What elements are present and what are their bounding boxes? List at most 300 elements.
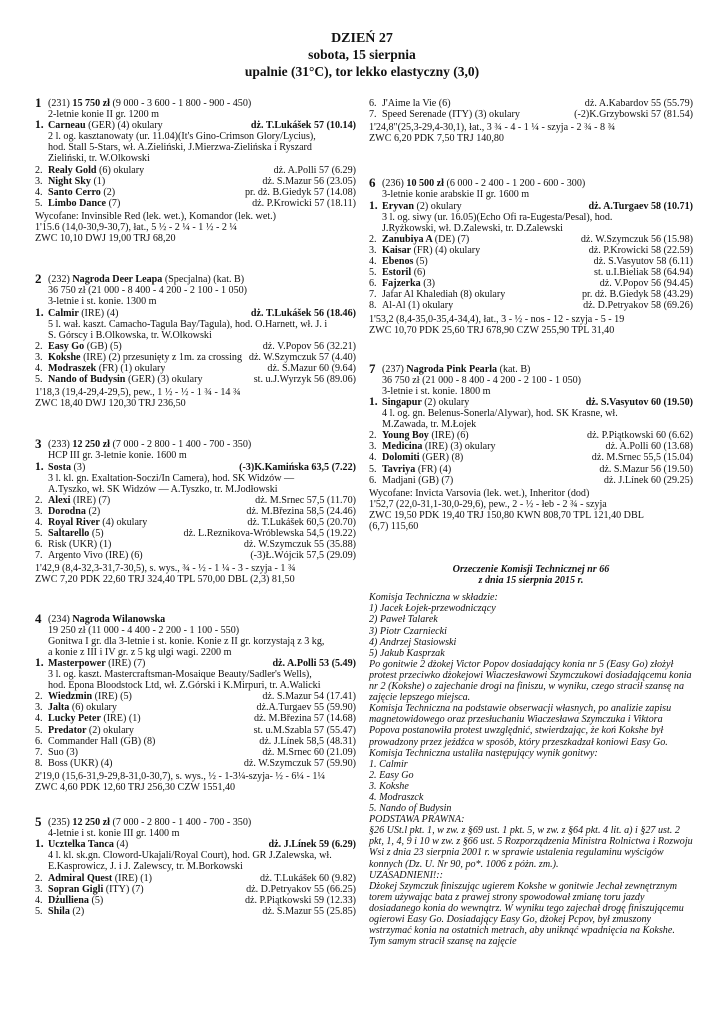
entry-jockey: dż. T.Lukášek 60,5 (20.70) (247, 517, 356, 528)
winner-detail: 3 l. og. kaszt. Mastercraftsman-Mosaique Beauty/Sadler's Wells), (48, 669, 312, 681)
entry-name: Sopran Gigli (ITY) (7) (48, 883, 144, 895)
entry-horse (35, 198, 120, 209)
entry-name: Young Boy (IRE) (6) (382, 430, 469, 442)
race-title: Nagroda Deer Leapa (72, 274, 163, 286)
committee-text: 3) Piotr Czarniecki (369, 625, 447, 637)
entry-row (369, 430, 693, 441)
entry-row (369, 98, 693, 109)
committee-text: §26 USt.l pkt. 1, w zw. z §69 ust. 1 pkt. 5, w zw. z §64 pkt. 4 lit. a) i §27 ust. 2 pkt, 1, 4, 9 i 10 w zw. z §66 ust. 5 Rozporządzenia Ministra Rolnictwa i Rozwoju Wsi z dnia 23 sierpnia 2001 r. w sprawie ustalenia regulaminu wyścigów konnych (Dz. U. Nr 90, po*. 1006 z póżn. zm.). (369, 825, 693, 870)
race-conditions: 4-letnie i st. konie III gr. 1400 m (48, 828, 180, 840)
entry-row (35, 198, 356, 209)
horse-name: Modraszek (48, 362, 99, 374)
entry-name: Estoril (6) (382, 267, 426, 279)
entry-jockey: dż. V.Popov 56 (94.45) (599, 278, 693, 290)
entry-jockey: st. u.I.Bieliak 58 (64.94) (594, 267, 693, 279)
entry-horse (369, 397, 469, 408)
entry-jockey: dż. M.Březina 57 (14.68) (253, 713, 356, 725)
entry-name: Zanubiya A (DE) (7) (382, 233, 470, 245)
entry-row (35, 341, 356, 352)
entry-name: J'Aime la Vie (6) (382, 98, 451, 109)
entry-position: 7. (35, 550, 43, 562)
entry-position: 4. (35, 186, 43, 198)
entry-position: 2. (35, 164, 43, 176)
entry-position: 4. (35, 713, 43, 725)
committee-text: Po gonitwie 2 dżokej Victor Popov dosiadający konia nr 5 (Easy Go) złożył protest przeciwko dżokejowi Wiaczesławowi Szymczukowi dosiadającemu konia nr 2 (Kokshe) o zajechanie drogi na finiszu, w wyniku, czego stracił szansę na zajęcie lepszego miejsca. (369, 658, 692, 704)
race-conditions: a konie z III i IV gr. z 5 kg ulgi wagi. 2200 m (48, 646, 232, 658)
entry-name: Commander Hall (GB) (8) (48, 735, 156, 747)
entry-position: 4. (35, 517, 43, 528)
entry-horse (35, 747, 78, 758)
entry-row (35, 517, 356, 528)
entry-name: Boss (UKR) (4) (48, 757, 113, 769)
entry-position: 3. (35, 175, 43, 187)
entry-name: Masterpower (IRE) (7) (48, 657, 146, 669)
entry-name: Eryvan (2) okulary (382, 200, 462, 212)
entry-position: 2. (35, 494, 43, 506)
horse-name: Eryvan (382, 200, 417, 212)
entry-horse (35, 725, 134, 736)
entry-jockey: dż. P.Piątkowski 60 (6.62) (587, 430, 693, 442)
entry-row (369, 289, 693, 300)
horse-name: Carneau (48, 120, 89, 132)
entry-horse (35, 374, 203, 385)
committee-title-line: Orzeczenie Komisji Technicznej nr 66 (452, 564, 610, 576)
entry-name: Ucztelka Tanca (4) (48, 839, 129, 851)
race-conditions: 19 250 zł (11 000 - 4 400 - 2 200 - 1 100 - 550) (48, 624, 240, 636)
horse-name: Ucztelka Tanca (48, 839, 117, 851)
entry-position: 4. (35, 362, 43, 374)
entry-name: Dżulliena (5) (48, 894, 104, 906)
entry-jockey: dż. T.Lukášek 57 (10.14) (250, 120, 356, 132)
race-block (35, 814, 356, 917)
entry-horse (35, 495, 110, 506)
entry-jockey: dż. M.Srnec 57,5 (11.70) (255, 494, 356, 506)
race-results (35, 771, 356, 793)
race-continuation (369, 98, 693, 144)
winner-row (35, 120, 356, 131)
horse-name: Predator (48, 724, 89, 736)
right-column (369, 98, 693, 947)
entry-row (35, 539, 356, 550)
result-line: 2'19,0 (15,6-31,9-29,8-31,0-30,7), s. wys., ½ - 1-3¼-szyja- ½ - 6¼ - 1¼ (35, 770, 326, 782)
entry-horse (35, 691, 132, 702)
entry-row (35, 187, 356, 198)
entry-row (369, 441, 693, 452)
race-header: 7 (237) Nagroda Pink Pearla (kat. B) (369, 360, 531, 376)
committee-text: 5. Nando of Budysin (369, 803, 452, 815)
entry-name: Admiral Quest (IRE) (1) (48, 872, 153, 884)
horse-name: Ebenos (382, 256, 416, 268)
entry-jockey: dż. P.Piątkowski 59 (12.33) (244, 894, 356, 906)
entry-jockey: (-3)Ł.Wójcik 57,5 (29.09) (250, 550, 356, 562)
entry-row (369, 256, 693, 267)
entry-row (35, 873, 356, 884)
winner-row (35, 308, 356, 319)
entry-position: 1. (369, 200, 378, 212)
entry-name: Jafar Al Khalediah (8) okulary (382, 289, 506, 301)
date-line: sobota, 15 sierpnia (308, 47, 416, 62)
entry-jockey: dż. S.Mazur 56 (23.05) (262, 175, 356, 187)
entry-row (369, 475, 693, 486)
horse-name: Easy Go (48, 340, 87, 352)
race-conditions: HCP III gr. 3-letnie konie. 1600 m (48, 450, 187, 462)
entry-jockey: dż.A.Turgaev 55 (59.90) (256, 702, 356, 714)
entry-name: Suo (3) (48, 746, 79, 758)
entry-horse (35, 308, 118, 319)
entry-horse (369, 300, 453, 311)
entry-row (35, 363, 356, 374)
winner-detail: E.Kasprowicz, J. i J. Zalewscy, tr. M.Borkowski (48, 861, 243, 873)
entry-name: Kaisar (FR) (4) okulary (382, 244, 481, 256)
entry-jockey: pr. dż. B.Giedyk 57 (14.08) (244, 186, 356, 198)
entry-horse (35, 176, 105, 187)
entry-name: Shila (2) (48, 905, 85, 917)
entry-jockey: dż. D.Petryakov 55 (66.25) (246, 883, 356, 895)
entry-position: 8. (35, 757, 43, 769)
entry-position: 5. (369, 267, 377, 279)
entry-horse (369, 289, 505, 300)
entry-position: 1. (35, 307, 44, 319)
entry-row (369, 300, 693, 311)
result-line: ZWC 10,10 DWJ 19,00 TRJ 68,20 (35, 233, 176, 245)
entry-position: 5. (369, 463, 377, 475)
entry-jockey: dż. P.Krowicki 58 (22.59) (588, 244, 693, 256)
race-header: 6 (236) 10 500 zł (6 000 - 2 400 - 1 200 - 600 - 300) (369, 175, 586, 191)
race-title: Nagroda Wilanowska (72, 613, 166, 625)
entry-name: Speed Serenade (ITY) (3) okulary (382, 109, 520, 121)
entry-horse (369, 201, 462, 212)
race-title: 12 250 zł (72, 817, 110, 829)
race-header: 1 (231) 15 750 zł (9 000 - 3 600 - 1 800 - 900 - 450) (35, 95, 252, 110)
entry-position: 1. (35, 657, 44, 669)
entry-name: Tavriya (FR) (4) (382, 463, 452, 475)
race-number: 7 (369, 360, 376, 376)
entry-row (35, 884, 356, 895)
committee-ruling (369, 564, 693, 947)
entry-horse (35, 884, 144, 895)
race-number: 6 (369, 175, 376, 191)
day-title: DZIEŃ 27 (331, 31, 393, 46)
horse-name: Medicina (382, 441, 425, 453)
entry-horse (35, 341, 122, 352)
committee-text: 3. Kokshe (369, 780, 409, 792)
entry-jockey: dż. T.Lukášek 56 (18.46) (250, 307, 356, 319)
horse-name: Shila (48, 905, 73, 917)
entry-row (35, 906, 356, 917)
entry-row (369, 267, 693, 278)
race-results (35, 387, 356, 409)
entry-row (35, 736, 356, 747)
entry-name: Nando of Budysin (GER) (3) okulary (48, 374, 203, 386)
race-conditions: 36 750 zł (21 000 - 8 400 - 4 200 - 2 100 - 1 050) (382, 374, 582, 386)
winner-detail: 5 l. wał. kaszt. Camacho-Tagula Bay/Tagula), hod. O.Harnett, wł. J. i (48, 318, 328, 330)
entry-position: 6. (35, 539, 43, 551)
race-header: 3 (233) 12 250 zł (7 000 - 2 800 - 1 400 - 700 - 350) (35, 436, 252, 452)
race-conditions: 3-letnie i st. konie. 1800 m (382, 385, 491, 397)
entry-row (369, 278, 693, 289)
winner-detail: S. Górscy i B.Olkowska, tr. W.Olkowski (48, 329, 212, 341)
entry-row (369, 452, 693, 463)
entry-position: 3. (35, 702, 43, 714)
race-title: 12 250 zł (72, 439, 110, 451)
committee-text: 1. Calmir (369, 758, 408, 770)
race-results (35, 211, 356, 244)
entry-jockey: dż. S.Vasyutov 58 (6.11) (593, 256, 693, 268)
entry-row (369, 464, 693, 475)
entry-position: 5. (35, 528, 43, 540)
entry-position: 5. (35, 374, 43, 386)
result-line: 1'42,9 (8,4-32,3-31,7-30,5), s. wys., ¾ - ½ - 1 ¼ - 3 - szyja - 1 ¾ (35, 563, 296, 575)
entry-horse (35, 736, 155, 747)
entry-jockey: pr. dż. B.Giedyk 58 (43.29) (581, 289, 693, 301)
race-conditions: 36 750 zł (21 000 - 8 400 - 4 200 - 2 100 - 1 050) (48, 285, 248, 297)
entry-position: 3. (369, 244, 377, 256)
entry-row (35, 495, 356, 506)
result-line: ZWC 18,40 DWJ 120,30 TRJ 236,50 (35, 398, 186, 410)
committee-text: Komisja Techniczna na podstawie obserwacji własnych, po analizie zapisu magnetowidowego oraz przesłuchaniu Wiaczesława Szymczuka i Viktora Popova postanowiła protest uwzględnić, stwierdzając, że koń Kokshe był prowadzony przez jeźdźca w sposób, który przeszkadzał koniowi Easy Go. (369, 703, 672, 748)
entry-horse (369, 98, 451, 109)
entry-position: 1. (35, 120, 44, 132)
entry-horse (369, 278, 435, 289)
race-results (35, 563, 356, 585)
entry-name: Risk (UKR) (1) (48, 539, 112, 551)
entry-horse (35, 895, 103, 906)
entry-position: 1. (35, 461, 44, 473)
winner-row (35, 658, 356, 669)
entry-horse (35, 517, 147, 528)
entry-position: 3. (369, 441, 377, 453)
entry-position: 1. (35, 839, 44, 851)
race-title: 15 750 zł (72, 98, 110, 109)
winner-detail: M.Zawada, tr. M.Łojek (382, 419, 477, 431)
entry-jockey: (-3)K.Kamińska 63,5 (7.22) (239, 461, 356, 473)
entry-position: 2. (35, 340, 43, 352)
winner-detail: hod. Epona Bloodstock Ltd, wł. Z.Górski i K.Mirpuri, tr. A.Walicki (48, 680, 321, 692)
entry-row (35, 165, 356, 176)
result-line: 1'53,2 (8,4-35,0-35,4-34,4), łat., 3 - ½ - nos - 12 - szyja - 5 - 19 (369, 313, 625, 325)
entry-row (369, 109, 693, 120)
winner-row (369, 201, 693, 212)
race-block (369, 175, 693, 336)
entry-jockey: dż. A.Turgaev 58 (10.71) (588, 200, 693, 212)
entry-jockey: dż. P.Krowicki 57 (18.11) (252, 197, 356, 209)
winner-detail: A.Tyszko, wł. SK Widzów — A.Tyszko, tr. M.Jodłowski (48, 483, 278, 495)
entry-name: Dorodna (2) (48, 505, 101, 517)
entry-horse (35, 658, 145, 669)
committee-text: UZASADNIENI!:: (369, 869, 444, 881)
race-conditions: 3-letnie konie arabskie II gr. 1600 m (382, 189, 530, 201)
winner-row (35, 462, 356, 473)
entry-jockey: dż. M.Březina 58,5 (24.46) (246, 505, 356, 517)
result-line: ZWC 7,20 PDK 22,60 TRJ 324,40 TPL 570,00 DBL (2,3) 81,50 (35, 574, 295, 586)
entry-row (35, 506, 356, 517)
race-header: 5 (235) 12 250 zł (7 000 - 2 800 - 1 400 - 700 - 350) (35, 814, 252, 830)
entry-name: Wiedzmin (IRE) (5) (48, 691, 132, 703)
race-number: 5 (35, 814, 42, 830)
entry-position: 3. (35, 505, 43, 517)
entry-horse (35, 528, 104, 539)
horse-name: Tavriya (382, 463, 418, 475)
entry-jockey: dż. S.Mazur 56 (19.50) (599, 463, 693, 475)
entry-jockey: dż. W.Szymczuk 55 (35.88) (243, 539, 356, 551)
entry-horse (35, 120, 163, 131)
winner-detail: Zieliński, tr. W.Olkowski (48, 153, 150, 165)
entry-jockey: st. u.J.Wyrzyk 56 (89.06) (253, 374, 356, 386)
horse-name: Dorodna (48, 505, 89, 517)
entry-row (369, 245, 693, 256)
entry-horse (369, 475, 453, 486)
entry-horse (35, 702, 117, 713)
entry-name: Dolomiti (GER) (8) (382, 452, 464, 464)
horse-name: Young Boy (382, 430, 432, 442)
committee-text: 5) Jakub Kasprzak (369, 647, 445, 659)
result-line: 1'18,3 (19,4-29,4-29,5), pew., 1 ½ - ½ - 1 ¾ - 14 ¾ (35, 387, 241, 399)
entry-horse (35, 758, 113, 769)
entry-name: Alexi (IRE) (7) (48, 494, 111, 506)
entry-position: 8. (369, 300, 377, 312)
result-line: (6,7) 115,60 (369, 521, 419, 532)
entry-row (35, 691, 356, 702)
entry-horse (35, 873, 152, 884)
left-column (35, 95, 356, 917)
result-line: 1'15.6 (14,0-30,9-30,7), łat., 5 ½ - 2 ¼ - 1 ½ - 2 ¼ (35, 222, 237, 234)
entry-horse (369, 441, 496, 452)
entry-jockey: dż. M.Srnec 60 (21.09) (262, 746, 356, 758)
race-block (35, 95, 356, 245)
horse-name: Nando of Budysin (48, 374, 128, 386)
winner-detail: 4 l. og. gn. Belenus-Sonerla/Alywar), hod. SK Krasne, wł. (382, 408, 618, 420)
entry-jockey: dż. A.Polli 53 (5.49) (272, 657, 356, 669)
horse-name: Dolomiti (382, 452, 423, 464)
entry-row (35, 747, 356, 758)
entry-name: Lucky Peter (IRE) (1) (48, 713, 141, 725)
race-results (369, 314, 693, 336)
entry-position: 5. (35, 724, 43, 736)
entry-jockey: dż. A.Kabardov 55 (55.79) (584, 98, 693, 109)
horse-name: Limbo Dance (48, 197, 109, 209)
horse-name: Santo Cerro (48, 186, 104, 198)
entry-jockey: dż. W.Szymczuk 57 (59.90) (243, 757, 356, 769)
entry-position: 2. (369, 430, 377, 442)
result-line: ZWC 10,70 PDK 25,60 TRJ 678,90 CZW 255,90 TPL 31,40 (369, 324, 615, 336)
entry-horse (369, 452, 463, 463)
entry-jockey: dż. A.Polli 57 (6.29) (273, 164, 356, 176)
entry-horse (369, 430, 469, 441)
entry-position: 2. (35, 872, 43, 884)
horse-name: Sopran Gigli (48, 883, 106, 895)
result-line: 1'24,8"(25,3-29,4-30,1), łat., 3 ¾ - 4 - 1 ¼ - szyja - 2 ¾ - 8 ¾ (369, 122, 616, 134)
race-block (35, 436, 356, 586)
entry-jockey: dż. S.Vasyutov 60 (19.50) (585, 396, 693, 408)
entry-name: Al-Al (1) okulary (382, 300, 454, 312)
entry-position: 5. (35, 905, 43, 917)
horse-name: Estoril (382, 267, 414, 279)
horse-name: Jalta (48, 702, 72, 714)
entry-horse (369, 464, 451, 475)
entry-position: 2. (369, 233, 377, 245)
horse-name: Kokshe (48, 351, 84, 363)
entry-position: 6. (369, 278, 377, 290)
entry-position: 3. (35, 883, 43, 895)
race-conditions: 2-letnie konie II gr. 1200 m (48, 109, 160, 121)
horse-name: Calmir (48, 307, 82, 319)
horse-name: Fajzerka (382, 278, 424, 290)
entry-name: Singapur (2) okulary (382, 396, 470, 408)
entry-jockey: dż. J.Línek 60 (29.25) (603, 474, 693, 486)
horse-name: Lucky Peter (48, 713, 104, 725)
entry-row (35, 352, 356, 363)
committee-text: 2. Easy Go (369, 769, 414, 781)
committee-text: PODSTAWA PRAWNA: (369, 814, 465, 826)
entry-row (369, 234, 693, 245)
winner-detail: hod. Stall 5-Stars, wł. A.Zieliński, J.Mierzwa-Zielińska i Ryszard (48, 142, 312, 154)
race-title: Nagroda Pink Pearla (406, 363, 498, 375)
entry-jockey: dż. L.Reznikova-Wróblewska 54,5 (19.22) (183, 528, 356, 540)
entry-name: Night Sky (1) (48, 175, 106, 187)
committee-title-date: z dnia 15 sierpnia 2015 r. (478, 575, 584, 587)
entry-position: 7. (35, 746, 43, 758)
race-results (369, 488, 693, 532)
entry-jockey: st. u.M.Szabla 57 (55.47) (253, 724, 356, 736)
entry-horse (35, 906, 84, 917)
horse-name: Kaisar (382, 244, 414, 256)
entry-position: 6. (35, 735, 43, 747)
entry-name: Realy Gold (6) okulary (48, 164, 145, 176)
horse-name: Admiral Quest (48, 872, 115, 884)
entry-name: Kokshe (IRE) (2) przesunięty z 1m. za crossing (48, 351, 242, 363)
winner-detail: 2 l. og. kasztanowaty (ur. 11.04)(It's Gino-Crimson Glory/Lycius), (48, 131, 316, 143)
entry-jockey: (-2)K.Grzybowski 57 (81.54) (574, 109, 693, 121)
entry-name: Ebenos (5) (382, 256, 428, 268)
race-conditions: 3-letnie i st. konie. 1300 m (48, 296, 157, 308)
entry-position: 4. (369, 452, 377, 464)
committee-title (369, 564, 693, 586)
horse-name: Dżulliena (48, 894, 92, 906)
entry-row (35, 895, 356, 906)
entry-jockey: dż. W.Szymczuk 56 (15.98) (580, 233, 693, 245)
entry-row (35, 374, 356, 385)
entry-position: 7. (369, 109, 377, 121)
entry-name: Calmir (IRE) (4) (48, 307, 119, 319)
horse-name: Night Sky (48, 175, 94, 187)
entry-position: 3. (35, 351, 43, 363)
race-block (35, 271, 356, 410)
committee-text: 4) Andrzej Stasiowski (369, 636, 457, 648)
entry-jockey: dż. S.Mazur 55 (25.85) (262, 905, 356, 917)
race-block (369, 360, 693, 532)
horse-name: Alexi (48, 494, 73, 506)
entry-horse (35, 839, 128, 850)
horse-name: Masterpower (48, 657, 109, 669)
entry-name: Sosta (3) (48, 461, 86, 473)
entry-row (35, 758, 356, 769)
committee-text: Komisja Techniczna w składzie: (369, 592, 498, 604)
entry-name: Fajzerka (3) (382, 278, 435, 290)
entry-horse (369, 256, 428, 267)
entry-jockey: dż. W.Szymczuk 57 (4.40) (248, 351, 356, 363)
entry-horse (35, 506, 100, 517)
horse-name: Saltarello (48, 528, 92, 540)
entry-name: Limbo Dance (7) (48, 197, 121, 209)
entry-name: Jalta (6) okulary (48, 702, 117, 714)
result-line: ZWC 19,50 PDK 19,40 TRJ 150,80 KWN 808,70 TPL 121,40 DBL (369, 509, 644, 521)
entry-position: 4. (35, 894, 43, 906)
entry-position: 7. (369, 289, 377, 301)
winner-row (369, 397, 693, 408)
horse-name: Zanubiya A (382, 233, 435, 245)
race-header: 4 (234) Nagroda Wilanowska (35, 610, 166, 626)
entry-row (35, 550, 356, 561)
